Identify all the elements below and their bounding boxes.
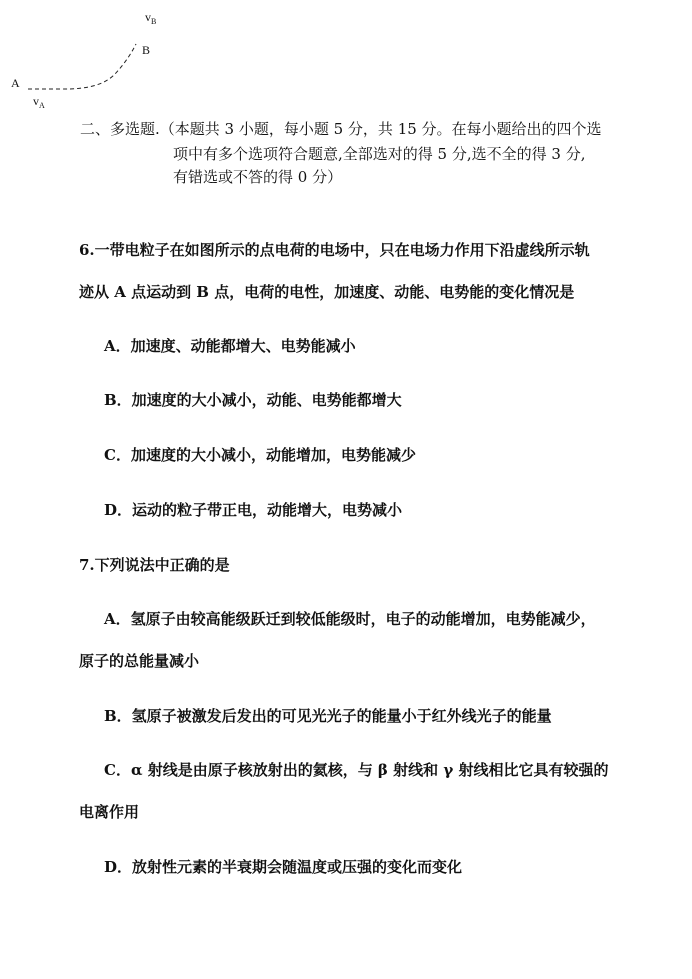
question-6-stem-line2: 迹从 A 点运动到 B 点，电荷的电性，加速度、动能、电势能的变化情况是 <box>79 283 575 301</box>
question-7-option-d: D．放射性元素的半衰期会随温度或压强的变化而变化 <box>104 858 463 876</box>
velocity-a-symbol: v <box>33 94 39 108</box>
question-7-option-c-line2: 电离作用 <box>79 803 140 821</box>
point-a-label: A <box>11 76 20 90</box>
velocity-b-label <box>145 11 156 26</box>
velocity-b-subscript: B <box>151 17 157 26</box>
question-6-option-c: C．加速度的大小减小，动能增加，电势能减少 <box>104 446 416 464</box>
question-6-option-d: D．运动的粒子带正电，动能增大，电势减小 <box>104 501 403 519</box>
trajectory-path <box>28 44 136 89</box>
question-6-stem-line1: 6.一带电粒子在如图所示的点电荷的电场中，只在电场力作用下沿虚线所示轨 <box>79 241 590 259</box>
velocity-a-label <box>33 95 45 110</box>
question-7-option-a-line1: A．氢原子由较高能级跃迁到较低能级时，电子的动能增加，电势能减少， <box>104 610 596 628</box>
section-instructions-line2: 项中有多个选项符合题意,全部选对的得 5 分,选不全的得 3 分, <box>173 145 586 163</box>
velocity-a-subscript: A <box>39 101 45 110</box>
question-7-option-a-line2: 原子的总能量减小 <box>79 652 200 670</box>
question-6-option-b: B．加速度的大小减小，动能、电势能都增大 <box>104 391 402 409</box>
question-7-option-c-line1: C．α 射线是由原子核放射出的氦核，与 β 射线和 γ 射线相比它具有较强的 <box>104 761 609 779</box>
velocity-b-symbol: v <box>145 10 151 24</box>
section-instructions-line1: 二、多选题.（本题共 3 小题，每小题 5 分，共 15 分。在每小题给出的四个选 <box>80 120 602 138</box>
question-7-option-b: B．氢原子被激发后发出的可见光光子的能量小于红外线光子的能量 <box>104 707 552 725</box>
question-7-stem: 7.下列说法中正确的是 <box>79 556 230 574</box>
section-instructions-line3: 有错选或不答的得 0 分） <box>173 168 343 186</box>
question-6-option-a: A．加速度、动能都增大、电势能减小 <box>104 337 356 355</box>
trajectory-diagram <box>0 0 200 115</box>
point-b-label: B <box>142 43 151 57</box>
